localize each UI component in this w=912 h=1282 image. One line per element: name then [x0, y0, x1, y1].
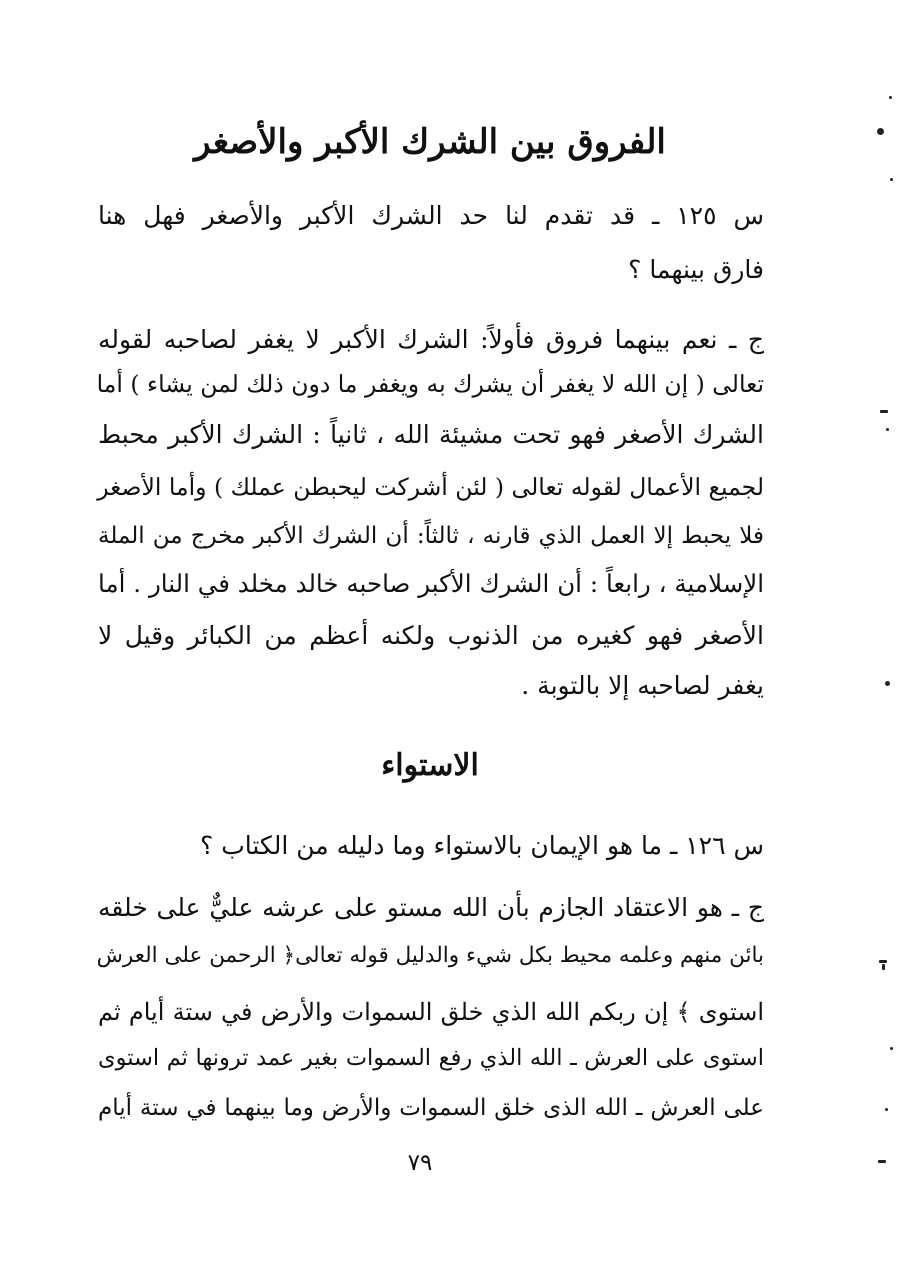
scan-mark — [886, 428, 889, 431]
answer-126-line-3: استوى ﴾ إن ربكم الله الذي خلق السموات والأرض في ستة أيام ثم — [98, 998, 764, 1026]
scan-mark — [880, 410, 888, 413]
answer-126-line-5: على العرش ـ الله الذى خلق السموات والأرض وما بينهما في ستة أيام — [98, 1095, 764, 1121]
scan-mark — [885, 681, 890, 686]
scan-mark — [890, 178, 893, 181]
section-title-shirk-differences: الفروق بين الشرك الأكبر والأصغر — [194, 122, 666, 162]
answer-125-line-8: يغفر لصاحبه إلا بالتوبة . — [521, 671, 764, 700]
answer-125-line-3: الشرك الأصغر فهو تحت مشيئة الله ، ثانياً : الشرك الأكبر محبط — [98, 420, 764, 449]
scan-mark — [889, 96, 892, 99]
section-title-istiwa: الاستواء — [381, 748, 479, 783]
scan-mark — [882, 964, 885, 970]
answer-126-line-2: بائن منهم وعلمه محيط بكل شيء والدليل قوله تعالى﴿ الرحمن على العرش — [96, 943, 764, 968]
answer-125-line-7: الأصغر فهو كغيره من الذنوب ولكنه أعظم من الكبائر وقيل لا — [98, 621, 764, 650]
question-125-line-1: س ١٢٥ ـ قد تقدم لنا حد الشرك الأكبر والأصغر فهل هنا — [98, 201, 764, 230]
answer-125-line-2: تعالى ( إن الله لا يغفر أن يشرك به ويغفر ما دون ذلك لمن يشاء ) أما — [96, 370, 764, 398]
page-number: ٧٩ — [407, 1150, 433, 1176]
answer-126-line-1: ج ـ هو الاعتقاد الجازم بأن الله مستو على عرشه عليٌّ على خلقه — [98, 893, 764, 922]
scan-mark — [879, 960, 887, 963]
scan-mark — [878, 1160, 886, 1163]
scan-mark — [877, 128, 884, 135]
answer-125-line-4: لجميع الأعمال لقوله تعالى ( لئن أشركت ليحبطن عملك ) وأما الأصغر — [97, 473, 764, 501]
scan-mark — [890, 1047, 893, 1050]
answer-125-line-6: الإسلامية ، رابعاً : أن الشرك الأكبر صاحبه خالد مخلد في النار . أما — [98, 569, 764, 598]
answer-125-line-1: ج ـ نعم بينهما فروق فأولاً: الشرك الأكبر لا يغفر لصاحبه لقوله — [98, 325, 764, 354]
answer-126-line-4: استوى على العرش ـ الله الذي رفع السموات بغير عمد ترونها ثم استوى — [98, 1045, 764, 1071]
question-125-line-2: فارق بينهما ؟ — [628, 255, 764, 284]
question-126-line-1: س ١٢٦ ـ ما هو الإيمان بالاستواء وما دليله من الكتاب ؟ — [199, 831, 764, 860]
scan-mark — [885, 1108, 888, 1111]
answer-125-line-5: فلا يحبط إلا العمل الذي قارنه ، ثالثاً: أن الشرك الأكبر مخرج من الملة — [98, 523, 764, 549]
